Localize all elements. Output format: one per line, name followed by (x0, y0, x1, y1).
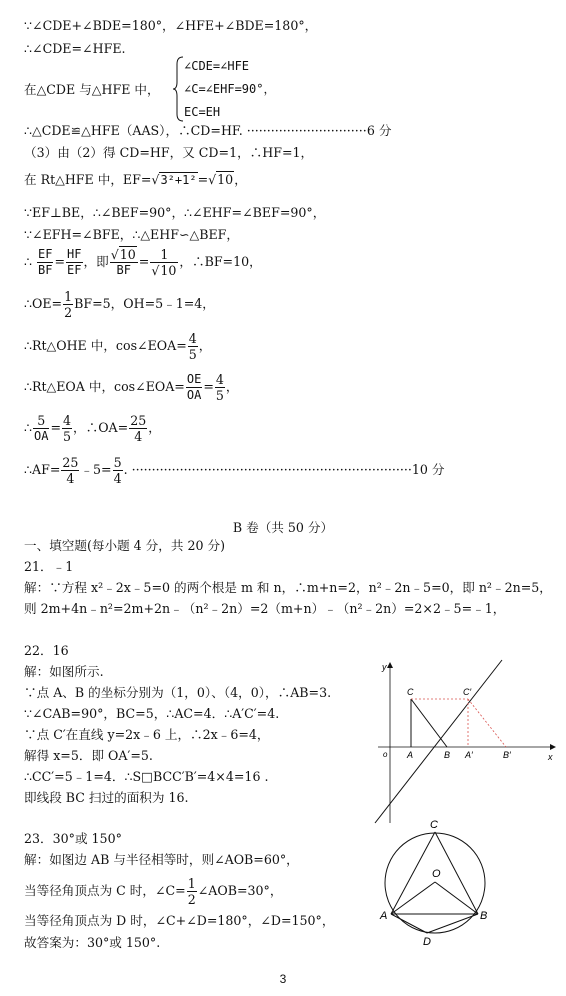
system-eq-3: EC=EH (184, 105, 221, 119)
fraction: $\frac{25}{4}$ (62, 455, 79, 486)
fraction: $\frac{5}{4}$ (113, 455, 122, 486)
label-b: B (480, 910, 488, 922)
system-eq-1: ∠CDE=∠HFE (184, 59, 250, 73)
section-title: B 卷（共 50 分） (232, 520, 334, 535)
label-y: y (382, 662, 387, 672)
fraction: $\frac{HF}{EF}$ (67, 247, 82, 277)
q23-figure (377, 816, 495, 948)
label-o: O (432, 868, 441, 880)
fraction: $\frac{1}{√10}$ (151, 247, 177, 278)
q22-line: ∵点 C′在直线 y=2x﹣6 上，∴2x﹣6=4， (24, 727, 270, 742)
text-line: ∴∠CDE=∠HFE. (24, 41, 126, 56)
text-line-ef: 在 Rt△HFE 中，EF=√3²+1²=√10， (24, 172, 247, 187)
text-line: ∵EF⊥BE，∴∠BEF=90°，∴∠EHF=∠BEF=90°， (24, 205, 326, 220)
q23-line: 当等径角顶点为 D 时，∠C+∠D=180°，∠D=150°， (24, 913, 335, 928)
q21-solution-1: 解：∵方程 x²﹣2x﹣5=0 的两个根是 m 和 n，∴m+n=2，n²﹣2n﹣5=0，即 n²﹣2n=5， (24, 580, 552, 595)
q23-line-frac: 当等径角顶点为 C 时，∠C= $\frac{1}{2}$ ∠AOB=30°， (24, 876, 283, 907)
fraction: $\frac{EF}{BF}$ (38, 247, 53, 277)
label-a-prime: A′ (465, 750, 473, 760)
q23-line: 故答案为：30°或 150°. (24, 935, 161, 950)
label-a: A (380, 910, 388, 922)
q22-answer: 22．16 (24, 643, 69, 658)
label-a: A (407, 750, 414, 760)
q22-line: 即线段 BC 扫过的面积为 16. (24, 790, 189, 805)
text-line-oe: ∴OE= $\frac{1}{2}$ BF=5，OH=5﹣1=4， (24, 289, 215, 320)
label-b-prime: B′ (503, 750, 511, 760)
label-c: C (407, 687, 414, 697)
label-c-prime: C′ (463, 687, 472, 697)
text-line: 在△CDE 与△HFE 中， (24, 82, 160, 97)
q22-line: ∵∠CAB=90°，BC=5，∴AC=4．∴A′C′=4. (24, 706, 280, 721)
circle-o (385, 833, 488, 933)
label-x: x (548, 752, 553, 762)
part-heading: 一、填空题(每小题 4 分，共 20 分) (24, 538, 226, 553)
q22-line: 解得 x=5．即 OA′=5. (24, 748, 153, 763)
text-line: ∵∠EFH=∠BFE，∴△EHF∽△BEF， (24, 227, 239, 242)
line-y-2x-6 (375, 660, 502, 823)
fraction: $\frac{25}{4}$ (130, 413, 147, 444)
text-line: ∴△CDE≌△HFE（AAS），∴CD=HF. ······························6 分 (24, 123, 392, 138)
sqrt-sign: √ (208, 172, 217, 187)
text-line-af: ∴AF= $\frac{25}{4}$ ﹣5= $\frac{5}{4}$ . ······································································10 分 (24, 455, 445, 486)
q22-line: 解：如图所示. (24, 664, 104, 679)
q23-line: 解：如图边 AB 与半径相等时，则∠AOB=60°， (24, 852, 299, 867)
text-line: （3）由（2）得 CD=HF，又 CD=1，∴HF=1， (24, 145, 314, 160)
q21-answer: 21．﹣1 (24, 559, 74, 574)
fraction: $\frac{1}{2}$ (187, 876, 196, 907)
segment-cb (411, 699, 447, 747)
label-o: o (383, 750, 388, 759)
label-c: C (430, 819, 438, 831)
fraction: $\frac{√10}{BF}$ (110, 247, 136, 277)
fraction: $\frac{4}{5}$ (215, 372, 224, 403)
text-line-cos2: ∴Rt△EOA 中，cos∠EOA= $\frac{OE}{OA}$ = $\frac{4}{5}$ ， (24, 372, 239, 403)
q22-figure (370, 658, 560, 826)
q22-line: ∴CC′=5﹣1=4．∴S□BCC′B′=4×4=16 . (24, 769, 269, 784)
page-number: 3 (279, 972, 287, 986)
q23-answer: 23．30°或 150° (24, 831, 122, 846)
label-d: D (423, 936, 431, 948)
segment-c2b2 (468, 699, 506, 747)
text-line: ∵∠CDE+∠BDE=180°，∠HFE+∠BDE=180°， (24, 18, 318, 33)
fraction: $\frac{4}{5}$ (188, 331, 197, 362)
text-line-oa: ∴ $\frac{5}{OA}$ = $\frac{4}{5}$ ，∴OA= $\frac{25}{4}$ ， (24, 413, 161, 444)
x-axis-arrow (550, 744, 556, 750)
label-b: B (444, 750, 451, 760)
text-line-ratio: ∴ $\frac{EF}{BF}$ = $\frac{HF}{EF}$ ，即 $\frac{√10}{BF}$ = $\frac{1}{√10}$ ，∴BF=10， (24, 247, 262, 278)
y-axis-arrow (387, 662, 393, 668)
system-eq-2: ∠C=∠EHF=90°， (184, 82, 276, 96)
q21-solution-2: 则 2m+4n﹣n²=2m+2n﹣（n²﹣2n）=2（m+n）﹣（n²﹣2n）=2×2﹣5=﹣1， (24, 601, 506, 616)
q22-line: ∵点 A、B 的坐标分别为（1，0）、（4，0），∴AB=3. (24, 685, 332, 700)
fraction: $\frac{4}{5}$ (63, 413, 72, 444)
fraction: $\frac{5}{OA}$ (34, 413, 49, 443)
fraction: $\frac{1}{2}$ (64, 289, 73, 320)
text-line-cos1: ∴Rt△OHE 中，cos∠EOA= $\frac{4}{5}$ ， (24, 331, 212, 362)
fraction: $\frac{OE}{OA}$ (186, 372, 202, 402)
sqrt-sign: √ (151, 172, 160, 187)
